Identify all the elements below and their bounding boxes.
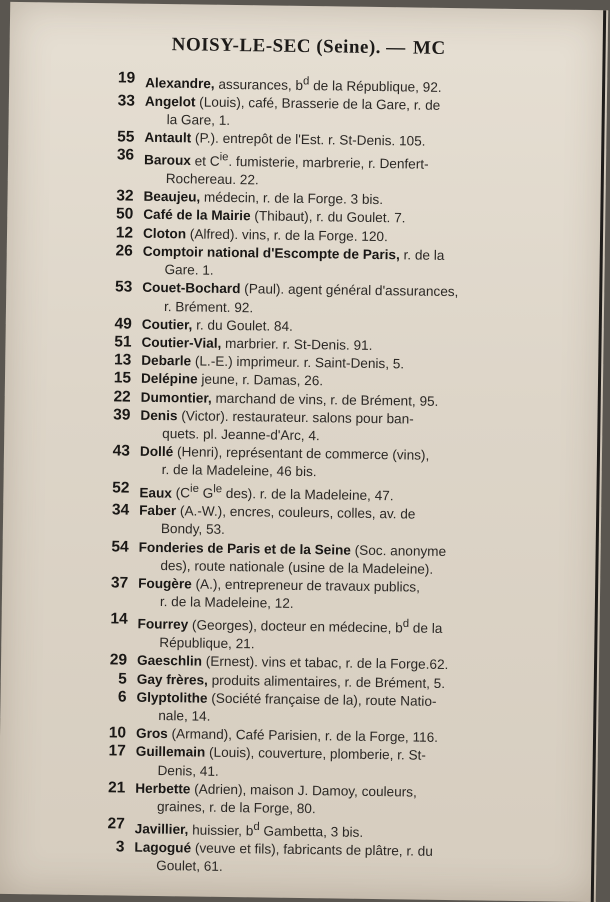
page-edge-rule <box>591 10 606 902</box>
entry-name: Angelot <box>144 93 196 110</box>
entry-text <box>135 780 581 823</box>
entry-details: produits alimentaires, r. de Brément, 5. <box>207 672 446 691</box>
entry-number: 12 <box>115 224 134 242</box>
entry-number: 54 <box>111 538 129 556</box>
entry-details: marchand de vins, r. de Brément, 95. <box>211 390 439 409</box>
entry-continuation: Denis, 41. <box>157 762 219 779</box>
entry-details: marbrier. r. St-Denis. 91. <box>221 335 373 353</box>
entry-number: 39 <box>113 406 131 424</box>
entry-details: (Georges), docteur en médecine, $b^d$ de la <box>188 617 443 636</box>
entry-text <box>142 243 588 286</box>
entry-name: Comptoir national d'Escompte de Paris, <box>142 243 400 263</box>
entry-continuation: r. de la Madeleine, 12. <box>159 594 294 612</box>
entry-number: 53 <box>114 278 133 296</box>
entry-continuation: graines, r. de la Forge, 80. <box>156 799 316 817</box>
entry-name: Eaux <box>139 484 173 501</box>
entry-number: 15 <box>113 369 132 387</box>
entry-text <box>140 443 586 486</box>
entry-text <box>144 92 590 135</box>
entry-name: Denis <box>140 407 178 423</box>
directory-entry <box>94 838 580 881</box>
entry-details: (P.). entrepôt de l'Est. r. St-Denis. 105. <box>191 130 426 149</box>
entry-number: 21 <box>107 779 126 797</box>
entry-name: Gros <box>135 725 168 742</box>
entry-details: huissier, $b^d$ Gambetta, 3 bis. <box>188 820 364 840</box>
entry-details: et $C^{ie}$. fumisterie, marbrerie, r. Denfert- <box>190 151 429 172</box>
entry-details: ($C^{ie}$ $G^{le}$ des). r. de la Madeleine, 47. <box>171 482 394 504</box>
entry-name: Coutier-Vial, <box>141 334 222 351</box>
entry-continuation: des), route nationale (usine de la Madeleine). <box>160 557 434 577</box>
entry-details: médecin, r. de la Forge. 3 bis. <box>200 189 384 208</box>
entry-number: 17 <box>108 742 126 760</box>
entry-details: (Henri), représentant de commerce (vins), <box>173 444 430 463</box>
entry-details: (Thibaut), r. du Goulet. 7. <box>250 208 406 226</box>
entry-number: 26 <box>115 242 133 260</box>
entry-continuation: r. de la Madeleine, 46 bis. <box>161 462 317 480</box>
entry-number: 34 <box>111 501 130 519</box>
directory-list <box>94 69 591 881</box>
entry-number: 50 <box>115 205 134 224</box>
entry-name: Dollé <box>139 443 174 460</box>
entry-number: 27 <box>107 815 125 833</box>
entry-details: (veuve et fils), fabricants de plâtre, r. du <box>190 840 433 859</box>
entry-details: assurances, $b^d$ de la République, 92. <box>214 74 442 95</box>
page-header <box>10 32 608 62</box>
entry-continuation: Rochereau. 22. <box>165 171 259 188</box>
entry-details: (Ernest). vins et tabac, r. de la Forge.62. <box>201 654 449 673</box>
entry-continuation: nale, 14. <box>158 708 211 724</box>
entry-details: r. de la <box>399 247 445 263</box>
entry-details: (Alfred). vins, r. de la Forge. 120. <box>185 226 388 244</box>
entry-text <box>138 538 584 581</box>
entry-text <box>134 839 580 882</box>
entry-continuation: Goulet, 61. <box>156 858 223 875</box>
header-code: MC <box>412 37 446 59</box>
entry-number: 37 <box>110 574 129 592</box>
entry-details: (Société française de la), route Natio- <box>207 690 437 709</box>
entry-continuation: Bondy, 53. <box>160 521 226 538</box>
entry-name: Javillier, <box>134 821 189 838</box>
entry-name: Gaeschlin <box>136 653 203 670</box>
entry-name: Fonderies de Paris et de la Seine <box>138 539 352 558</box>
entry-name: Antault <box>144 129 192 146</box>
entry-number: 3 <box>115 838 125 856</box>
entry-number: 51 <box>114 333 132 351</box>
directory-entry <box>104 147 591 195</box>
entry-name: Glyptolithe <box>136 689 208 706</box>
directory-page <box>0 2 608 902</box>
entry-name: Café de la Mairie <box>143 207 251 224</box>
entry-text <box>137 611 584 658</box>
entry-name: Baroux <box>143 152 192 169</box>
entry-details: (L.-E.) imprimeur. r. Saint-Denis, 5. <box>191 353 405 372</box>
entry-text <box>142 279 588 322</box>
entry-details: (Paul). agent général d'assurances, <box>240 281 459 300</box>
entry-name: Lagogué <box>134 839 192 856</box>
entry-number: 32 <box>116 187 134 205</box>
entry-continuation: République, 21. <box>159 635 255 652</box>
entry-name: Debarle <box>141 352 192 369</box>
entry-continuation: r. Brément. 92. <box>163 298 254 315</box>
entry-details: (Armand), Café Parisien, r. de la Forge, 116. <box>167 726 439 746</box>
entry-number: 14 <box>110 610 128 629</box>
entry-text <box>136 689 582 732</box>
entry-text <box>138 575 584 618</box>
entry-text <box>144 147 591 194</box>
entry-name: Fougère <box>138 575 192 592</box>
directory-entry <box>97 611 584 659</box>
entry-number: 36 <box>116 146 135 164</box>
entry-number: 6 <box>117 688 127 706</box>
entry-number: 13 <box>113 351 132 369</box>
entry-number: 10 <box>108 724 127 742</box>
entry-name: Cloton <box>142 225 187 242</box>
entry-details: (Soc. anonyme <box>350 542 447 559</box>
entry-number: 29 <box>109 651 128 669</box>
entry-details: (A.), entrepreneur de travaux publics, <box>191 576 421 595</box>
entry-details: jeune, r. Damas, 26. <box>197 371 324 389</box>
entry-number: 49 <box>114 315 132 333</box>
entry-name: Coutier, <box>141 316 193 333</box>
entry-continuation: quets. pl. Jeanne-d'Arc, 4. <box>162 425 320 444</box>
entry-name: Dumontier, <box>140 389 212 406</box>
entry-number: 55 <box>117 128 135 146</box>
header-title: NOISY-LE-SEC (Seine). — <box>171 34 406 59</box>
entry-number: 43 <box>112 442 131 460</box>
entry-name: Guillemain <box>135 744 206 761</box>
entry-number: 33 <box>117 92 136 110</box>
entry-name: Delépine <box>140 371 198 387</box>
entry-name: Faber <box>139 502 177 519</box>
entry-number: 52 <box>112 478 130 497</box>
entry-details: (Louis), couverture, plomberie, r. St- <box>205 745 426 764</box>
entry-continuation: la Gare, 1. <box>166 112 231 128</box>
entry-name: Alexandre, <box>145 75 215 92</box>
entry-name: Gay frères, <box>136 671 208 688</box>
entry-details: (Adrien), maison J. Damoy, couleurs, <box>190 781 417 800</box>
entry-name: Herbette <box>135 780 191 797</box>
entry-text <box>139 502 585 545</box>
entry-name: Fourrey <box>137 616 189 633</box>
entry-details: (A.-W.), encres, couleurs, colles, av. de <box>176 503 416 522</box>
entry-number: 22 <box>113 387 131 406</box>
entry-number: 19 <box>117 69 136 87</box>
entry-name: Couet-Bochard <box>142 280 241 297</box>
entry-text <box>135 743 581 786</box>
entry-text <box>140 406 586 449</box>
entry-details: r. du Goulet. 84. <box>192 317 293 334</box>
entry-details: (Louis), café, Brasserie de la Gare, r. de <box>195 94 441 113</box>
entry-number: 5 <box>118 670 127 688</box>
entry-continuation: Gare. 1. <box>164 262 214 278</box>
entry-details: (Victor). restaurateur. salons pour ban- <box>177 407 414 427</box>
entry-name: Beaujeu, <box>143 189 201 205</box>
